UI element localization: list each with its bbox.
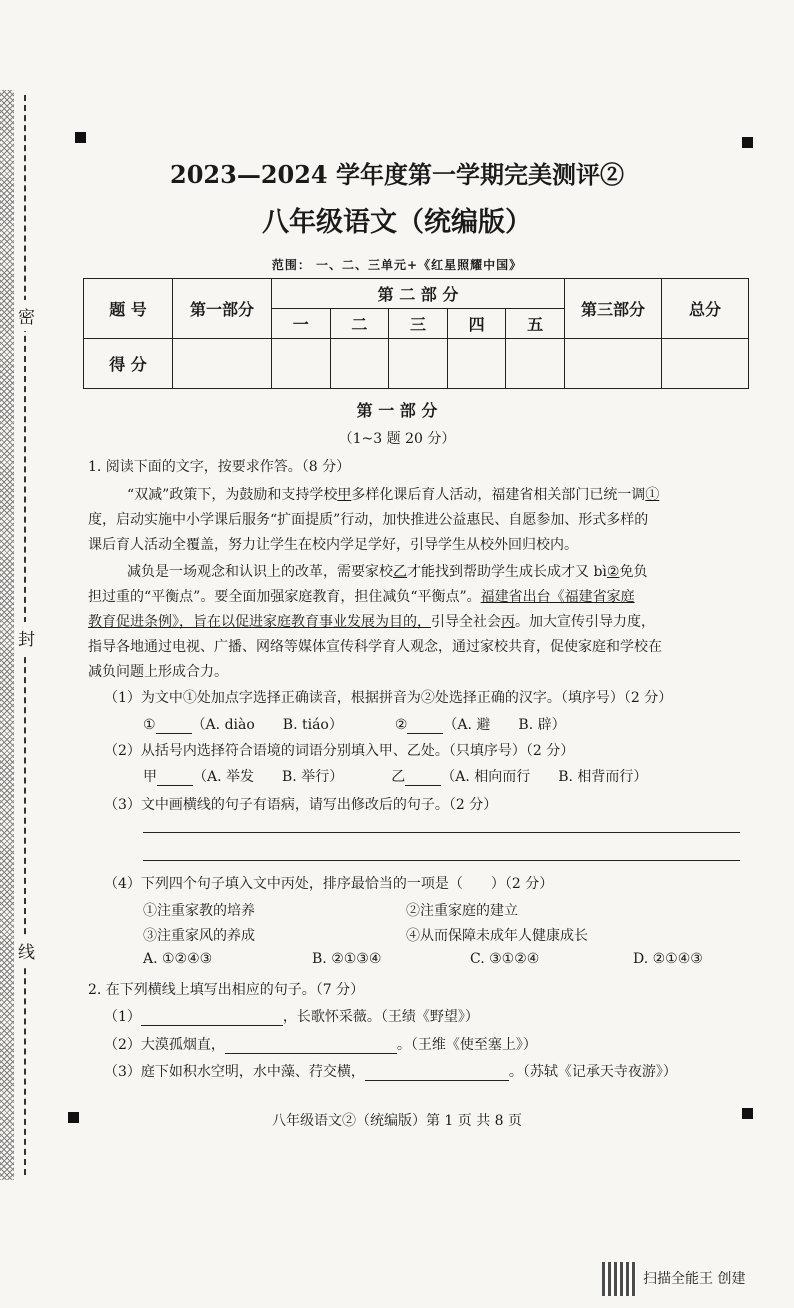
section-subtitle: （1~3 题 20 分） <box>338 431 456 447</box>
q1-option-c: C. ③①②④ <box>470 951 540 967</box>
score-cell[interactable] <box>330 339 389 389</box>
answer-blank[interactable] <box>157 785 193 786</box>
score-cell[interactable] <box>662 339 749 389</box>
text: （2）大漠孤烟直， <box>104 1037 225 1053</box>
header-part2-col: 二 <box>330 309 389 339</box>
exam-subtitle: 八年级语文（统编版） <box>262 207 532 238</box>
sentence-underlined: 教育促进条例》，旨在以促进家庭教育事业发展为目的， <box>88 614 431 630</box>
score-cell[interactable] <box>389 339 448 389</box>
q1-p2-line2 <box>88 586 635 606</box>
section-title: 第 一 部 分 <box>356 401 438 420</box>
q1-p1-line2: 度，启动实施中小学课后服务“扩面提质”行动，加快推进公益惠民、自愿参加、形式多样的 <box>88 512 649 528</box>
q2-stem: 2. 在下列横线上填写出相应的句子。（7 分） <box>88 982 365 998</box>
answer-blank[interactable] <box>225 1053 397 1054</box>
header-total: 总分 <box>662 279 749 339</box>
text: （A. 避 B. 辟） <box>443 717 566 733</box>
header-part3: 第三部分 <box>565 279 662 339</box>
binding-hatch <box>0 90 14 1180</box>
corner-mark-top-left <box>75 132 86 143</box>
text: （A. 相向而行 B. 相背而行） <box>441 769 648 785</box>
text: 多样化课后育人活动，福建省相关部门已统一调 <box>351 487 646 503</box>
answer-blank[interactable] <box>141 1025 283 1026</box>
seal-char-xian: 线 <box>18 935 35 966</box>
q1-sub4-s1: ①注重家教的培养 <box>143 903 255 919</box>
text: 。（王维《使至塞上》） <box>396 1037 537 1053</box>
score-cell[interactable] <box>565 339 662 389</box>
q1-option-a: A. ①②④③ <box>143 951 213 967</box>
q1-p2-line3 <box>88 611 655 631</box>
mark-yi: 乙 <box>393 564 407 580</box>
q2-line1 <box>104 1006 479 1026</box>
mark-1: ① <box>645 487 660 503</box>
score-cell[interactable] <box>272 339 331 389</box>
sentence-underlined: 福建省出台《福建省家庭 <box>480 589 635 605</box>
text: 甲 <box>143 769 157 785</box>
answer-blank[interactable] <box>405 785 441 786</box>
header-part2-col: 五 <box>506 309 565 339</box>
text: （3）庭下如积水空明，水中藻、荇交横， <box>104 1064 365 1080</box>
q1-sub2-options <box>143 766 647 786</box>
q1-p2-line1 <box>127 561 647 581</box>
text: 。（苏轼《记承天寺夜游》） <box>508 1064 677 1080</box>
text: 担过重的“平衡点”。要全面加强家庭教育，担住减负“平衡点”。 <box>88 589 481 605</box>
exam-scope: 范围： 一、二、三单元+《红星照耀中国》 <box>271 258 523 272</box>
q1-sub1-options <box>143 714 566 734</box>
q1-option-d: D. ②①④③ <box>633 951 703 967</box>
q2-line3 <box>104 1061 677 1081</box>
seal-char-feng: 封 <box>18 622 35 653</box>
page-footer: 八年级语文②（统编版）第 1 页 共 8 页 <box>271 1113 523 1129</box>
q1-sub3: （3）文中画横线的句子有语病，请写出修改后的句子。（2 分） <box>104 797 498 813</box>
q2-line2 <box>104 1034 537 1054</box>
q1-sub4-s2: ②注重家庭的建立 <box>406 903 518 919</box>
text: 乙 <box>391 769 406 785</box>
q1-sub4-s4: ④从而保障未成年人健康成长 <box>406 928 588 944</box>
q1-p1-line1 <box>127 484 659 504</box>
header-part2-col: 一 <box>272 309 331 339</box>
mark-2: ② <box>606 564 620 580</box>
seal-char-mi: 密 <box>18 300 35 331</box>
q1-p1-line3: 课后育人活动全覆盖，努力让学生在校内学足学好，引导学生从校外回归校内。 <box>88 537 578 553</box>
exam-title: 2023—2024 学年度第一学期完美测评② <box>170 160 624 189</box>
header-part2-col: 四 <box>447 309 506 339</box>
corner-mark-top-right <box>742 137 753 148</box>
score-cell[interactable] <box>173 339 272 389</box>
header-part1: 第一部分 <box>173 279 272 339</box>
q1-sub4: （4）下列四个句子填入文中丙处，排序最恰当的一项是（ ）（2 分） <box>104 876 554 892</box>
row-label-score: 得 分 <box>84 339 173 389</box>
answer-blank[interactable] <box>156 733 192 734</box>
mark-jia: 甲 <box>337 487 352 503</box>
text: 才能找到帮助学生成长成才又 bì <box>407 564 607 580</box>
q1-sub2: （2）从括号内选择符合语境的词语分别填入甲、乙处。（只填序号）（2 分） <box>104 743 575 759</box>
mark-bing: 丙 <box>501 614 515 630</box>
qr-code-icon <box>602 1262 636 1296</box>
text: 。加大宣传引导力度， <box>515 614 655 630</box>
answer-line[interactable] <box>143 832 740 833</box>
score-table <box>83 278 749 389</box>
header-part2-col: 三 <box>389 309 448 339</box>
row-label-number: 题 号 <box>84 279 173 339</box>
q1-sub1: （1）为文中①处加点字选择正确读音，根据拼音为②处选择正确的汉字。（填序号）（2 分） <box>104 690 673 706</box>
score-cell[interactable] <box>506 339 565 389</box>
text: ，长歌怀采薇。（王绩《野望》） <box>282 1009 479 1025</box>
text: （A. 举发 B. 举行） <box>193 769 344 785</box>
answer-blank[interactable] <box>407 733 443 734</box>
text: “双减”政策下，为鼓励和支持学校 <box>127 487 338 503</box>
scanner-watermark: 扫描全能王 创建 <box>643 1271 746 1287</box>
answer-blank[interactable] <box>365 1080 509 1081</box>
text: ① <box>143 717 156 733</box>
text: 减负是一场观念和认识上的改革，需要家校 <box>127 564 393 580</box>
header-part2: 第 二 部 分 <box>272 279 565 309</box>
text: ② <box>394 717 408 733</box>
text: （A. diào B. tiáo） <box>191 717 343 733</box>
q1-sub4-s3: ③注重家风的养成 <box>143 928 255 944</box>
q1-p2-line4: 指导各地通过电视、广播、网络等媒体宣传科学育人观念，通过家校共育，促使家庭和学校在 <box>88 639 662 655</box>
q1-option-b: B. ②①③④ <box>312 951 382 967</box>
answer-line[interactable] <box>143 860 740 861</box>
score-cell[interactable] <box>447 339 506 389</box>
q1-stem: 1. 阅读下面的文字，按要求作答。（8 分） <box>88 459 351 475</box>
text: 免负 <box>619 564 648 580</box>
text: （1） <box>104 1009 141 1025</box>
text: 引导全社会 <box>431 614 501 630</box>
q1-p2-line5: 减负问题上形成合力。 <box>88 664 228 680</box>
